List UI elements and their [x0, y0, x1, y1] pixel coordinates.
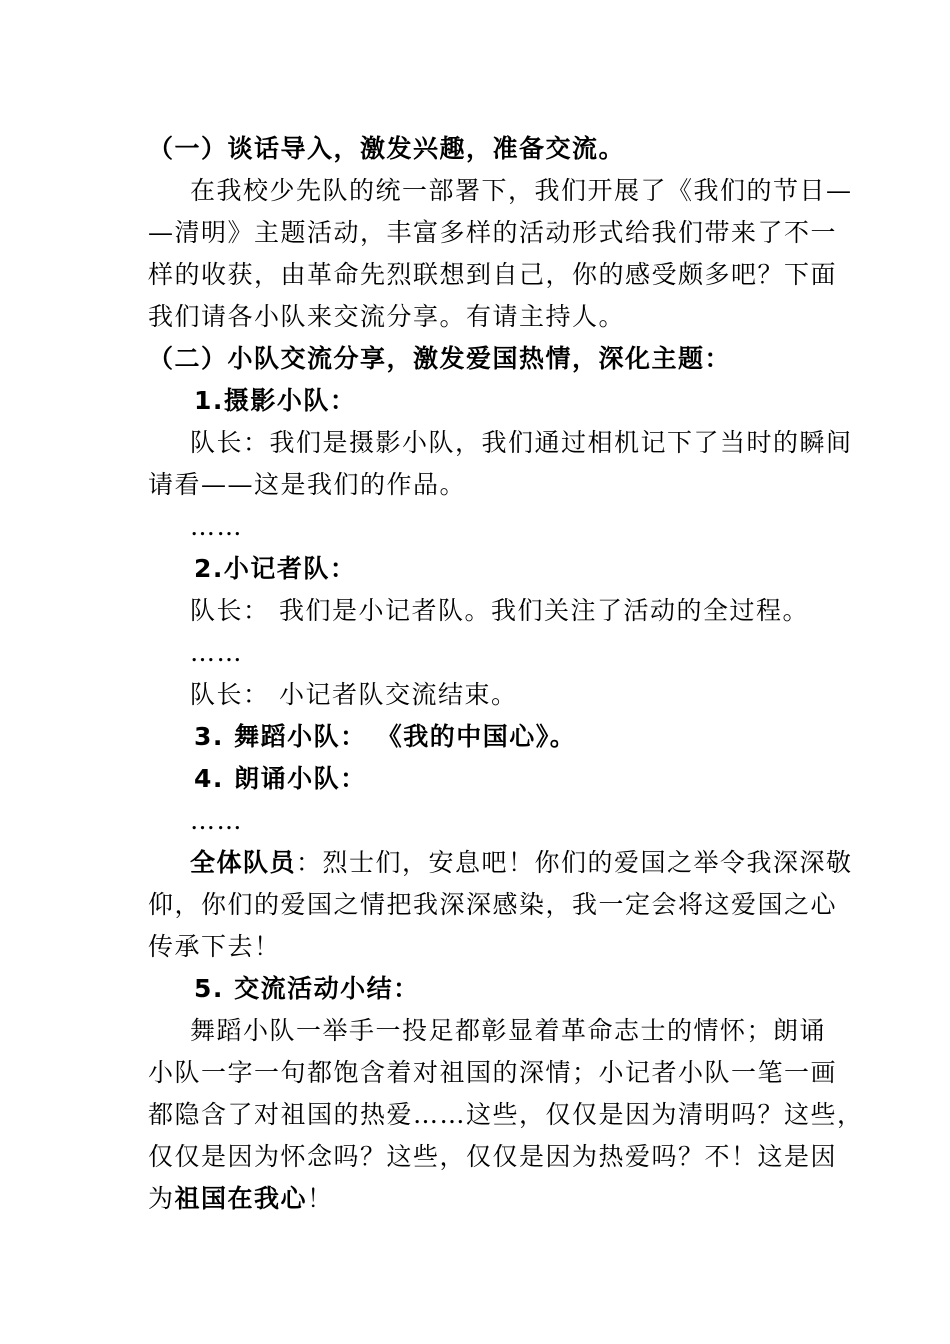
team3-heading: 3. 舞蹈小队： 《我的中国心》。	[194, 722, 577, 751]
section1-line-4: 我们请各小队来交流分享。有请主持人。	[148, 302, 626, 331]
summary-last-prefix: 为	[148, 1184, 175, 1213]
summary-heading: 5. 交流活动小结：	[194, 974, 420, 1003]
all-members-line-3: 传承下去！	[148, 932, 281, 961]
summary-emphasis: 祖国在我心	[174, 1184, 308, 1213]
team2-ellipsis: ……	[190, 638, 243, 667]
summary-line-1: 舞蹈小队一举手一投足都彰显着革命志士的情怀；朗诵	[190, 1016, 827, 1045]
section1-line-3: 样的收获，由革命先烈联想到自己，你的感受颇多吧？下面	[148, 260, 838, 289]
all-members-line-1-text: ：烈士们，安息吧！你们的爱国之举令我深深敬	[296, 848, 853, 877]
team1-line-2: 请看——这是我们的作品。	[148, 470, 467, 499]
team1-heading: 1.摄影小队：	[194, 386, 357, 415]
section1-line-2: —清明》主题活动，丰富多样的活动形式给我们带来了不一	[148, 218, 838, 247]
summary-line-4: 仅仅是因为怀念吗？这些，仅仅是因为热爱吗？不！这是因	[148, 1142, 838, 1171]
all-members-line-1	[190, 848, 853, 878]
section2-heading: （二）小队交流分享，激发爱国热情，深化主题：	[148, 344, 732, 373]
summary-last-suffix: ！	[307, 1184, 334, 1213]
team2-heading: 2.小记者队：	[194, 554, 357, 583]
summary-line-2: 小队一字一句都饱含着对祖国的深情；小记者小队一笔一画	[148, 1058, 838, 1087]
team4-heading: 4. 朗诵小队：	[194, 764, 367, 793]
section1-line-1: 在我校少先队的统一部署下，我们开展了《我们的节日—	[190, 176, 853, 205]
summary-line-3: 都隐含了对祖国的热爱……这些，仅仅是因为清明吗？这些，	[148, 1100, 864, 1129]
team1-ellipsis: ……	[190, 512, 243, 541]
team1-line-1: 队长：我们是摄影小队，我们通过相机记下了当时的瞬间	[190, 428, 853, 457]
team2-line-1: 队长： 我们是小记者队。我们关注了活动的全过程。	[190, 596, 809, 625]
team4-ellipsis: ……	[190, 806, 243, 835]
team2-line-2: 队长： 小记者队交流结束。	[190, 680, 518, 709]
summary-line-5	[148, 1184, 334, 1214]
all-members-label: 全体队员	[190, 848, 297, 877]
all-members-line-2: 仰，你们的爱国之情把我深深感染，我一定会将这爱国之心	[148, 890, 838, 919]
section1-heading: （一）谈话导入，激发兴趣，准备交流。	[148, 134, 626, 163]
